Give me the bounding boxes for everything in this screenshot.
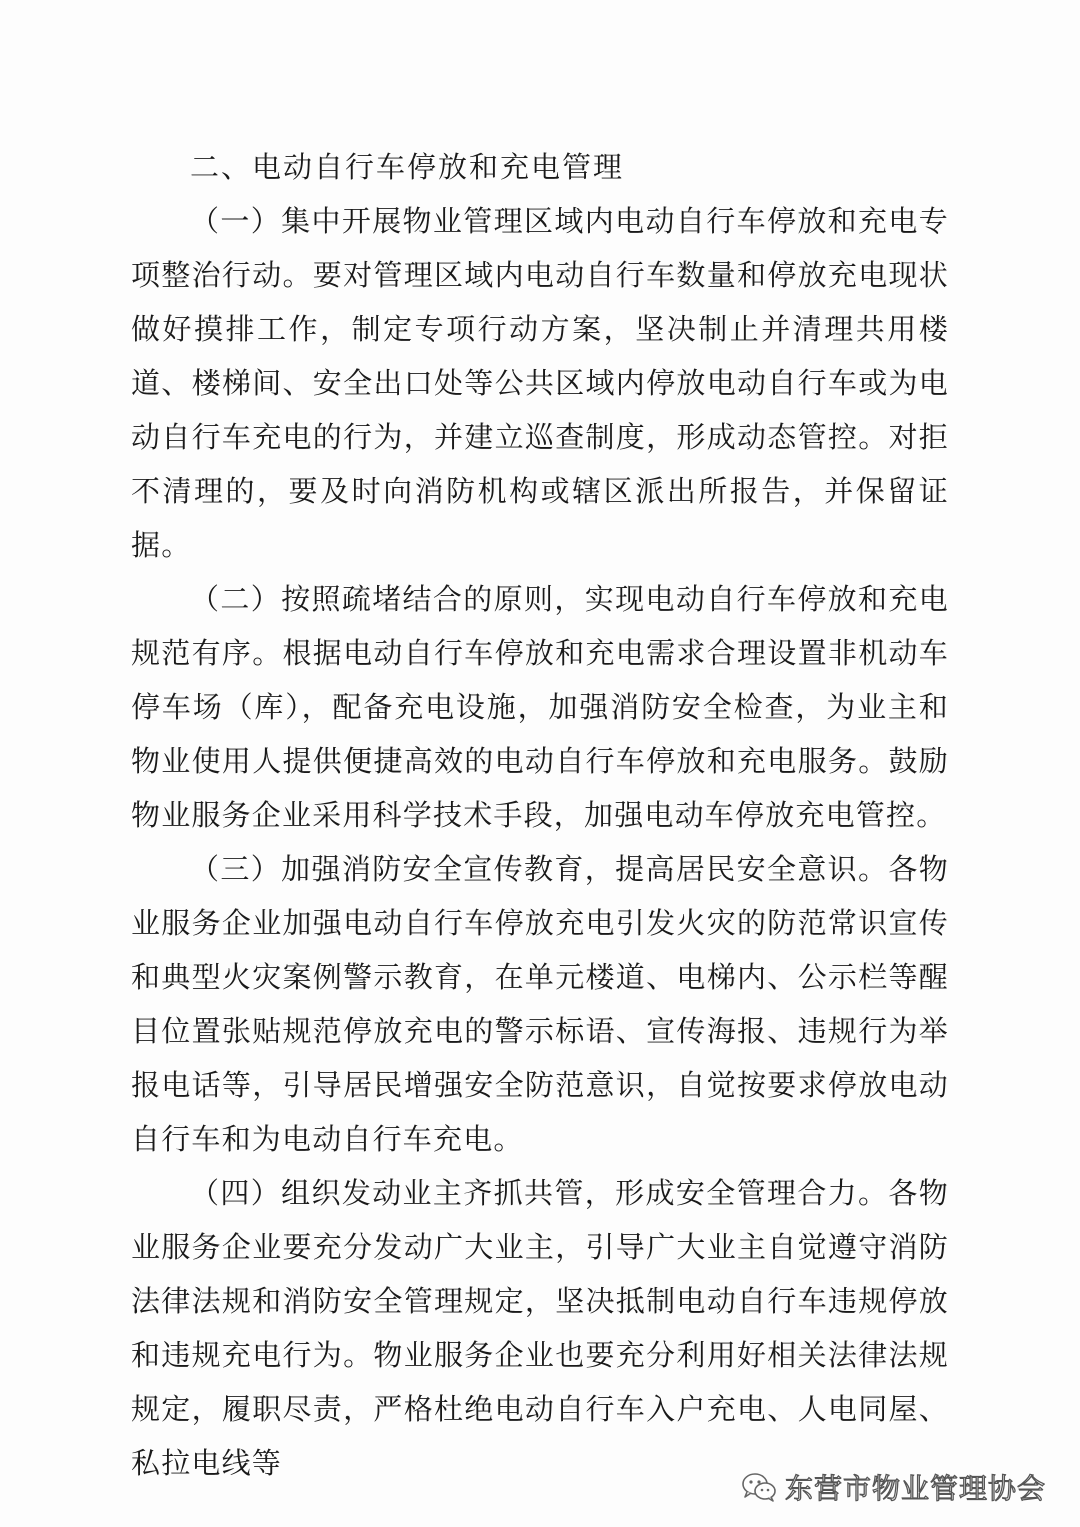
paragraph-4: （四）组织发动业主齐抓共管，形成安全管理合力。各物业服务企业要充分发动广大业主，引导广大业主自觉遵守消防法律法规和消防安全管理规定，坚决抵制电动自行车违规停放和违规充电行为。物业服务企业也要充分利用好相关法律法规规定，履职尽责，严格杜绝电动自行车入户充电、人电同屋、私拉电线等 [131, 1176, 949, 1480]
paragraph-1: （一）集中开展物业管理区域内电动自行车停放和充电专项整治行动。要对管理区域内电动自行车数量和停放充电现状做好摸排工作，制定专项行动方案，坚决制止并清理共用楼道、楼梯间、安全出口处等公共区域内停放电动自行车或为电动自行车充电的行为，并建立巡查制度，形成动态管控。对拒不清理的，要及时向消防机构或辖区派出所报告，并保留证据。 [131, 204, 949, 562]
section-heading: 二、电动自行车停放和充电管理 [190, 150, 625, 184]
paragraph-2: （二）按照疏堵结合的原则，实现电动自行车停放和充电规范有序。根据电动自行车停放和充电需求合理设置非机动车停车场（库），配备充电设施，加强消防安全检查，为业主和物业使用人提供便捷高效的电动自行车停放和充电服务。鼓励物业服务企业采用科学技术手段，加强电动车停放充电管控。 [131, 582, 949, 832]
watermark [741, 1467, 1046, 1507]
wechat-icon [741, 1472, 777, 1502]
document-body [131, 140, 949, 1490]
paragraph-3: （三）加强消防安全宣传教育，提高居民安全意识。各物业服务企业加强电动自行车停放充电引发火灾的防范常识宣传和典型火灾案例警示教育，在单元楼道、电梯内、公示栏等醒目位置张贴规范停放充电的警示标语、宣传海报、违规行为举报电话等，引导居民增强安全防范意识，自觉按要求停放电动自行车和为电动自行车充电。 [131, 852, 949, 1156]
watermark-text: 东营市物业管理协会 [784, 1472, 1046, 1505]
